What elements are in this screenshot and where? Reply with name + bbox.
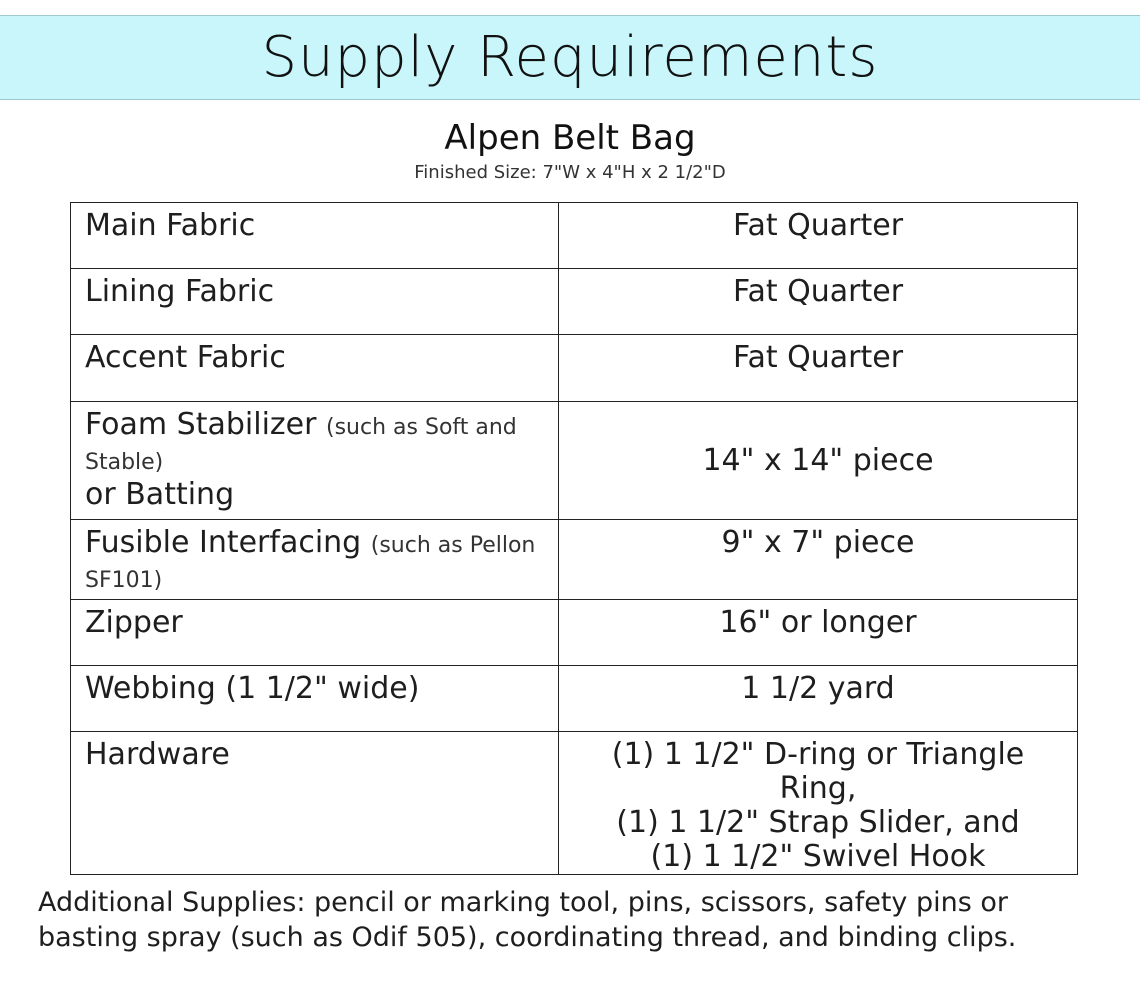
finished-size: Finished Size: 7"W x 4"H x 2 1/2"D [414,162,726,183]
supply-item [71,402,559,520]
supply-amount: 9" x 7" piece [559,520,1078,600]
supply-amount: 14" x 14" piece [559,402,1078,520]
supply-amount: Fat Quarter [559,269,1078,335]
supply-item-name: Foam Stabilizer [85,407,317,442]
table-row [71,269,1078,335]
table-row [71,203,1078,269]
supply-amount: 1 1/2 yard [559,666,1078,732]
supply-item-name: Fusible Interfacing [85,525,362,560]
additional-supplies: Additional Supplies: pencil or marking tool, pins, scissors, safety pins or basting spray (such as Odif 505), coordinating thread, and binding clips. [38,887,1017,953]
supply-amount: Fat Quarter [559,335,1078,402]
title-banner [0,15,1140,100]
supply-item-note: (such as Pellon SF101) [85,533,536,593]
page-title: Supply Requirements [261,25,879,90]
hardware-line: (1) 1 1/2" Strap Slider, and [616,805,1020,840]
supply-item: Accent Fabric [71,335,559,402]
supply-item: Zipper [71,600,559,666]
supply-amount [559,732,1078,875]
supply-table [70,202,1078,875]
table-row [71,732,1078,875]
supply-item: Hardware [71,732,559,875]
supply-item [71,520,559,600]
table-row [71,335,1078,402]
supply-item-alternative: or Batting [85,477,235,512]
supply-item: Main Fabric [71,203,559,269]
table-row [71,600,1078,666]
table-row [71,520,1078,600]
supply-amount: 16" or longer [559,600,1078,666]
supply-item: Lining Fabric [71,269,559,335]
supply-amount: Fat Quarter [559,203,1078,269]
table-row [71,402,1078,520]
supply-item-note: (such as Soft and Stable) [85,415,517,475]
supply-item: Webbing (1 1/2" wide) [71,666,559,732]
hardware-line: (1) 1 1/2" D-ring or Triangle Ring, [611,737,1025,806]
pattern-name: Alpen Belt Bag [444,118,696,158]
hardware-line: (1) 1 1/2" Swivel Hook [650,839,986,874]
table-row [71,666,1078,732]
